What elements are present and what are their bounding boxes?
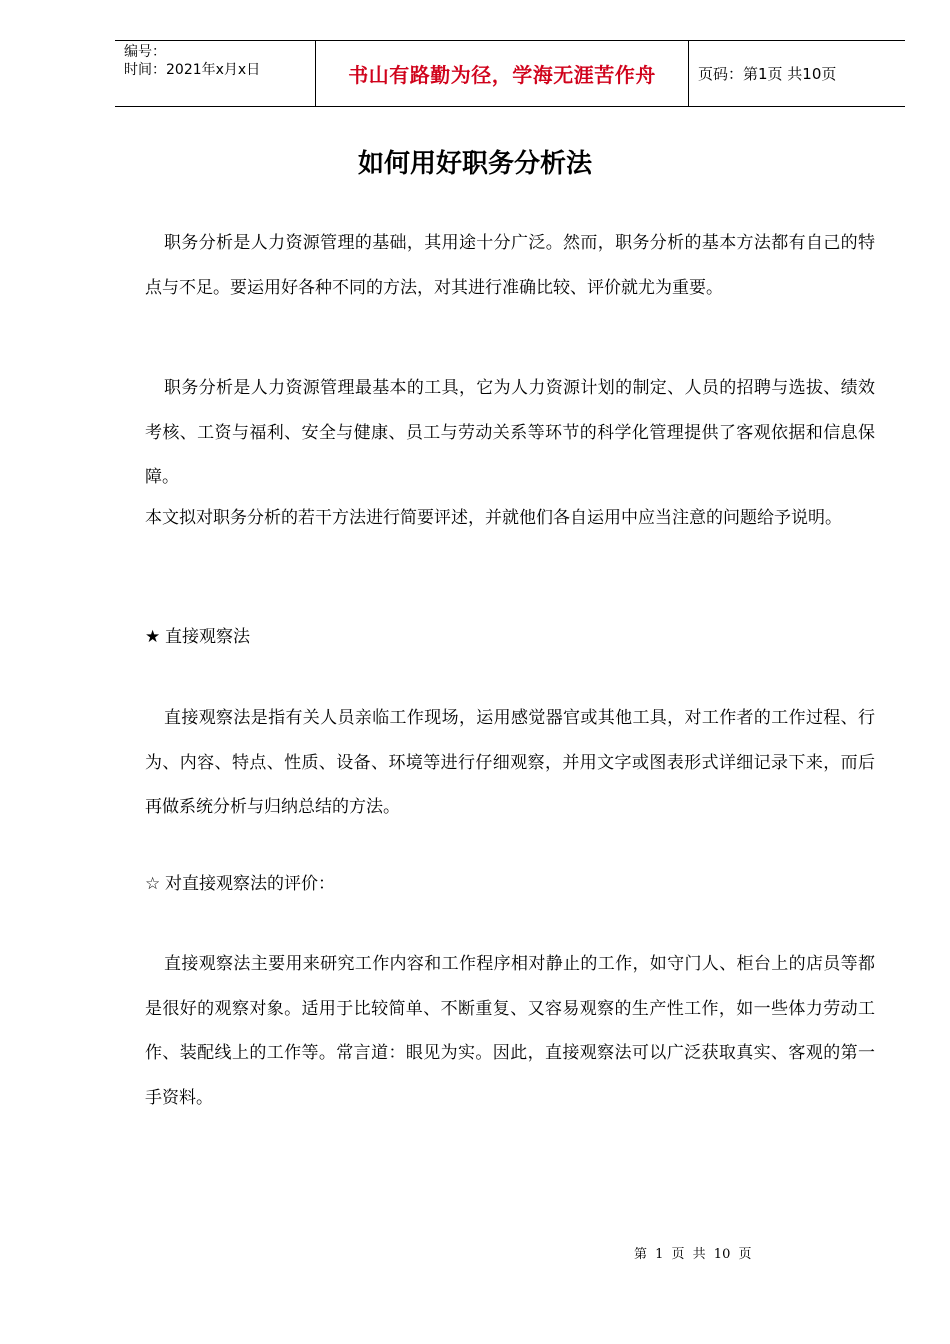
section-heading-text: 直接观察法 — [165, 627, 250, 647]
filled-star-icon: ★ — [145, 627, 161, 647]
section-heading-direct-observation — [145, 625, 875, 649]
paragraph-intro: 职务分析是人力资源管理的基础，其用途十分广泛。然而，职务分析的基本方法都有自己的特点与不足。要运用好各种不同的方法，对其进行准确比较、评价就尤为重要。 — [145, 233, 875, 298]
header-page-info: 页码：第1页 共10页 — [698, 65, 837, 83]
section-heading-text: 对直接观察法的评价： — [165, 874, 335, 894]
page-header — [115, 40, 905, 107]
paragraph-overview: 职务分析是人力资源管理最基本的工具，它为人力资源计划的制定、人员的招聘与选拔、绩效考核、工资与福利、安全与健康、员工与劳动关系等环节的科学化管理提供了客观依据和信息保障。 — [145, 378, 875, 487]
paragraph-purpose: 本文拟对职务分析的若干方法进行简要评述，并就他们各自运用中应当注意的问题给予说明。 — [145, 508, 842, 528]
document-title: 如何用好职务分析法 — [357, 149, 592, 179]
section-heading-evaluation — [145, 872, 875, 896]
paragraph-evaluation: 直接观察法主要用来研究工作内容和工作程序相对静止的工作，如守门人、柜台上的店员等都是很好的观察对象。适用于比较简单、不断重复、又容易观察的生产性工作，如一些体力劳动工作、装配线上的工作等。常言道：眼见为实。因此，直接观察法可以广泛获取真实、客观的第一手资料。 — [145, 954, 875, 1108]
serial-label: 编号： — [124, 44, 166, 60]
header-meta — [115, 41, 315, 106]
outline-star-icon: ☆ — [145, 874, 161, 894]
time-label: 时间：2021年x月x日 — [124, 62, 261, 78]
header-motto: 书山有路勤为径，学海无涯苦作舟 — [315, 41, 689, 106]
page-footer: 第 1 页 共 10 页 — [634, 1247, 752, 1262]
paragraph-definition: 直接观察法是指有关人员亲临工作现场，运用感觉器官或其他工具，对工作者的工作过程、行为、内容、特点、性质、设备、环境等进行仔细观察，并用文字或图表形式详细记录下来，而后再做系统分析与归纳总结的方法。 — [145, 708, 875, 817]
